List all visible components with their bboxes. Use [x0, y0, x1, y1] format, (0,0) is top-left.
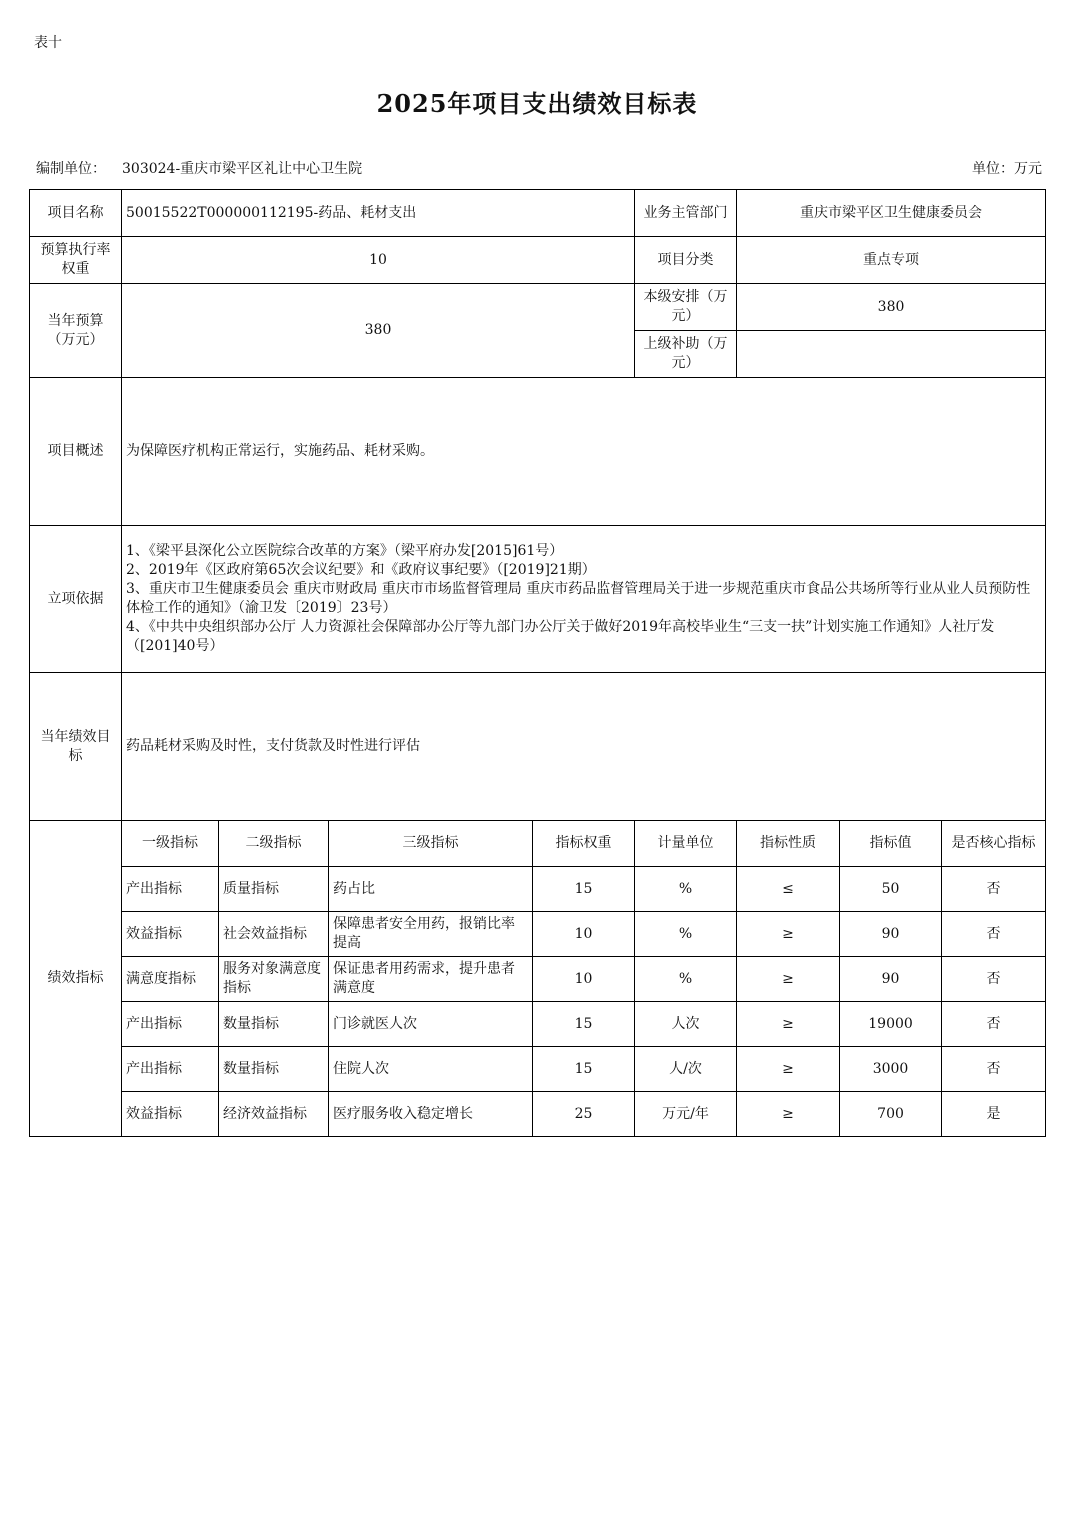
currency-unit: 单位：万元	[972, 161, 1042, 177]
dept-label: 业务主管部门	[635, 190, 737, 237]
level1-cell: 效益指标	[122, 1092, 219, 1137]
budget-label: 当年预算（万元）	[30, 284, 122, 378]
rate-value: 10	[122, 237, 635, 284]
unit-cell: 万元/年	[635, 1092, 737, 1137]
header-unit: 计量单位	[635, 821, 737, 867]
core-cell: 否	[942, 957, 1046, 1002]
compiling-unit-value: 303024-重庆市梁平区礼让中心卫生院	[122, 161, 363, 177]
weight-cell: 10	[533, 957, 635, 1002]
unit-cell: 人次	[635, 1002, 737, 1047]
weight-cell: 15	[533, 1047, 635, 1092]
table-row	[30, 912, 1046, 957]
core-cell: 否	[942, 867, 1046, 912]
value-cell: 90	[840, 957, 942, 1002]
basis-line: 1、《梁平县深化公立医院综合改革的方案》（梁平府办发[2015]61号）	[126, 543, 564, 559]
nature-cell: ≥	[737, 912, 840, 957]
value-cell: 700	[840, 1092, 942, 1137]
weight-cell: 15	[533, 867, 635, 912]
row-goal	[30, 673, 1046, 821]
basis-label: 立项依据	[30, 526, 122, 673]
nature-cell: ≥	[737, 1002, 840, 1047]
page-title: 2025年项目支出绩效目标表	[376, 89, 698, 118]
core-cell: 否	[942, 1047, 1046, 1092]
level2-cell: 社会效益指标	[219, 912, 329, 957]
level2-cell: 服务对象满意度指标	[219, 957, 329, 1002]
local-value: 380	[737, 284, 1046, 331]
weight-cell: 10	[533, 912, 635, 957]
value-cell: 19000	[840, 1002, 942, 1047]
level3-cell: 住院人次	[329, 1047, 533, 1092]
row-summary	[30, 378, 1046, 526]
unit-cell: %	[635, 867, 737, 912]
nature-cell: ≥	[737, 957, 840, 1002]
row-project-name	[30, 190, 1046, 237]
header-value: 指标值	[840, 821, 942, 867]
level1-cell: 满意度指标	[122, 957, 219, 1002]
summary-label: 项目概述	[30, 378, 122, 526]
level2-cell: 质量指标	[219, 867, 329, 912]
summary-value: 为保障医疗机构正常运行，实施药品、耗材采购。	[122, 378, 1046, 526]
nature-cell: ≥	[737, 1092, 840, 1137]
table-row	[30, 1002, 1046, 1047]
table-row	[30, 867, 1046, 912]
value-cell: 50	[840, 867, 942, 912]
header-weight: 指标权重	[533, 821, 635, 867]
header-nature: 指标性质	[737, 821, 840, 867]
level1-cell: 产出指标	[122, 1047, 219, 1092]
row-basis	[30, 526, 1046, 673]
compiling-unit	[36, 158, 362, 178]
category-value: 重点专项	[737, 237, 1046, 284]
indicators-section-label: 绩效指标	[30, 821, 122, 1137]
level1-cell: 效益指标	[122, 912, 219, 957]
header-level3: 三级指标	[329, 821, 533, 867]
basis-line: 2、2019年《区政府第65次会议纪要》和《政府议事纪要》（[2019]21期）	[126, 562, 596, 578]
table-row	[30, 1092, 1046, 1137]
nature-cell: ≥	[737, 1047, 840, 1092]
table-row	[30, 1047, 1046, 1092]
level1-cell: 产出指标	[122, 867, 219, 912]
header-level1: 一级指标	[122, 821, 219, 867]
budget-value: 380	[122, 284, 635, 378]
performance-table	[29, 189, 1046, 1137]
level3-cell: 门诊就医人次	[329, 1002, 533, 1047]
dept-value: 重庆市梁平区卫生健康委员会	[737, 190, 1046, 237]
level3-cell: 保障患者安全用药，报销比率提高	[329, 912, 533, 957]
unit-cell: 人/次	[635, 1047, 737, 1092]
level1-cell: 产出指标	[122, 1002, 219, 1047]
upper-label: 上级补助（万元）	[635, 331, 737, 378]
goal-label: 当年绩效目标	[30, 673, 122, 821]
level2-cell: 数量指标	[219, 1002, 329, 1047]
table-number-label: 表十	[34, 35, 62, 51]
rate-label: 预算执行率权重	[30, 237, 122, 284]
category-label: 项目分类	[635, 237, 737, 284]
header-level2: 二级指标	[219, 821, 329, 867]
core-cell: 否	[942, 912, 1046, 957]
basis-value	[122, 526, 1046, 673]
value-cell: 90	[840, 912, 942, 957]
unit-cell: %	[635, 912, 737, 957]
level3-cell: 保证患者用药需求，提升患者满意度	[329, 957, 533, 1002]
upper-value	[737, 331, 1046, 378]
project-name-value: 50015522T000000112195-药品、耗材支出	[122, 190, 635, 237]
level3-cell: 医疗服务收入稳定增长	[329, 1092, 533, 1137]
basis-line: 4、《中共中央组织部办公厅 人力资源社会保障部办公厅等九部门办公厅关于做好2019年高校毕业生“三支一扶”计划实施工作通知》人社厅发（[201]40号）	[126, 619, 995, 654]
value-cell: 3000	[840, 1047, 942, 1092]
compiling-unit-label: 编制单位：	[36, 161, 106, 177]
basis-line: 3、重庆市卫生健康委员会 重庆市财政局 重庆市市场监督管理局 重庆市药品监督管理局关于进一步规范重庆市食品公共场所等行业从业人员预防性体检工作的通知》（渝卫发〔2019〕23号）	[126, 581, 1031, 616]
header-core: 是否核心指标	[942, 821, 1046, 867]
table-row	[30, 957, 1046, 1002]
level2-cell: 经济效益指标	[219, 1092, 329, 1137]
level3-cell: 药占比	[329, 867, 533, 912]
row-rate	[30, 237, 1046, 284]
unit-cell: %	[635, 957, 737, 1002]
core-cell: 是	[942, 1092, 1046, 1137]
weight-cell: 15	[533, 1002, 635, 1047]
local-label: 本级安排（万元）	[635, 284, 737, 331]
row-budget-local	[30, 284, 1046, 331]
level2-cell: 数量指标	[219, 1047, 329, 1092]
goal-value: 药品耗材采购及时性，支付货款及时性进行评估	[122, 673, 1046, 821]
core-cell: 否	[942, 1002, 1046, 1047]
indicator-header-row	[30, 821, 1046, 867]
weight-cell: 25	[533, 1092, 635, 1137]
nature-cell: ≤	[737, 867, 840, 912]
project-name-label: 项目名称	[30, 190, 122, 237]
